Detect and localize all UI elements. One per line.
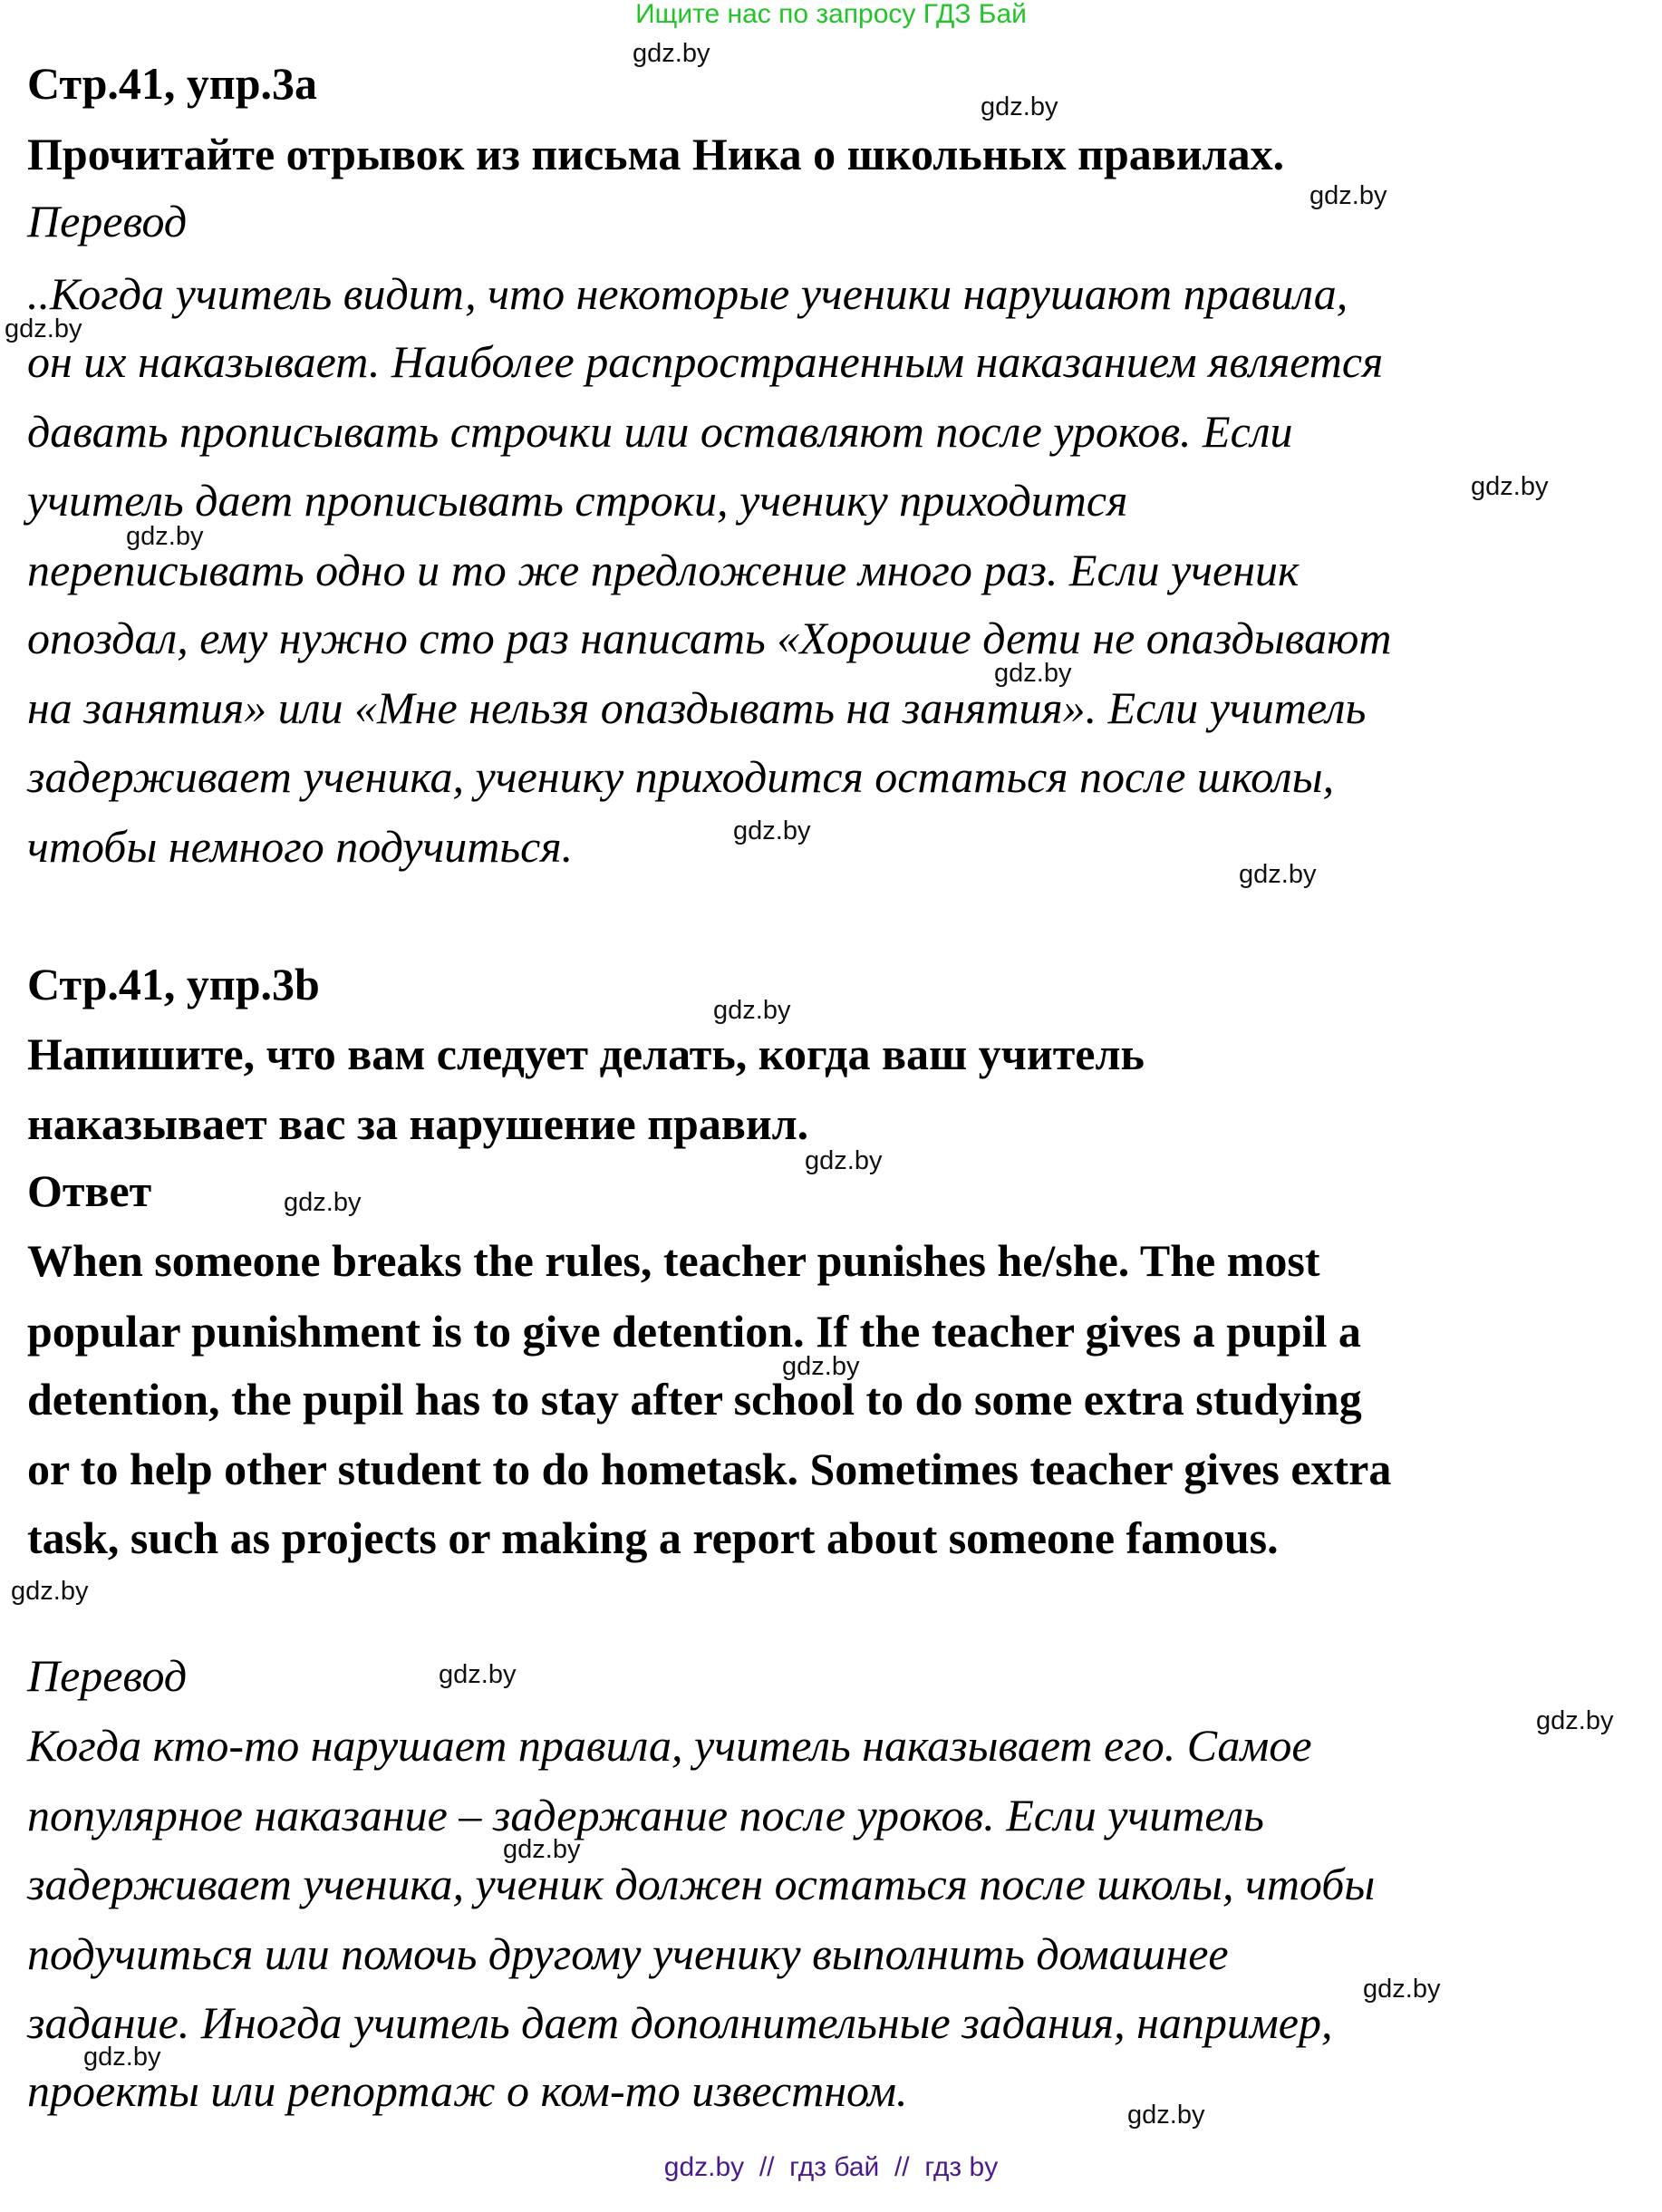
text-line: переписывать одно и то же предложение много раз. Если ученик xyxy=(27,545,1300,595)
translation-line: подучиться или помочь другому ученику выполнить домашнее xyxy=(27,1928,1229,1979)
text-line: на занятия» или «Мне нельзя опаздывать на занятия». Если учитель xyxy=(27,682,1367,733)
translation-line: проекты или репортаж о ком-то известном. xyxy=(27,2065,908,2116)
section-b-task-line: Напишите, что вам следует делать, когда ваш учитель xyxy=(27,1029,1145,1079)
watermark: gdz.by xyxy=(83,2043,161,2072)
translation-line: Когда кто-то нарушает правила, учитель наказывает его. Самое xyxy=(27,1720,1312,1771)
watermark: gdz.by xyxy=(994,659,1072,688)
section-a-translation-label: Перевод xyxy=(27,196,188,246)
watermark: gdz.by xyxy=(805,1146,883,1175)
translation-line: задерживает ученика, ученик должен остаться после школы, чтобы xyxy=(27,1859,1376,1909)
watermark: gdz.by xyxy=(1127,2101,1205,2130)
watermark: gdz.by xyxy=(1239,860,1317,889)
answer-label: Ответ xyxy=(27,1165,152,1216)
section-b-task-line: наказывает вас за нарушение правил. xyxy=(27,1098,809,1149)
watermark: gdz.by xyxy=(1309,181,1387,210)
watermark: gdz.by xyxy=(284,1188,362,1217)
text-line: ..Когда учитель видит, что некоторые ученики нарушают правила, xyxy=(27,268,1348,319)
text-line: учитель дает прописывать строки, ученику приходится xyxy=(27,475,1128,526)
watermark: gdz.by xyxy=(713,996,791,1025)
watermark: gdz.by xyxy=(1363,1975,1441,2004)
watermark: gdz.by xyxy=(633,39,710,68)
text-line: задерживает ученика, ученику приходится остаться после школы, xyxy=(27,751,1335,802)
answer-line: popular punishment is to give detention. If the teacher gives a pupil a xyxy=(27,1306,1361,1357)
text-line: чтобы немного подучиться. xyxy=(27,821,574,872)
watermark: gdz.by xyxy=(439,1660,517,1689)
text-line: опоздал, ему нужно сто раз написать «Хорошие дети не опаздывают xyxy=(27,613,1392,663)
section-a-task: Прочитайте отрывок из письма Ника о школьных правилах. xyxy=(27,129,1285,179)
answer-line: detention, the pupil has to stay after school to do some extra studying xyxy=(27,1374,1362,1425)
watermark: gdz.by xyxy=(1536,1706,1614,1735)
watermark: gdz.by xyxy=(782,1352,860,1381)
answer-line: task, such as projects or making a report about someone famous. xyxy=(27,1512,1279,1563)
watermark: gdz.by xyxy=(126,522,204,551)
watermark: gdz.by xyxy=(11,1577,89,1606)
watermark: gdz.by xyxy=(5,314,82,343)
section-b-translation-label: Перевод xyxy=(27,1650,188,1701)
section-b-title: Стр.41, упр.3b xyxy=(27,959,320,1009)
answer-line: or to help other student to do hometask. Sometimes teacher gives extra xyxy=(27,1444,1392,1494)
section-a-title: Стр.41, упр.3а xyxy=(27,58,318,109)
translation-line: популярное наказание – задержание после уроков. Если учитель xyxy=(27,1790,1264,1840)
watermark: gdz.by xyxy=(503,1835,581,1864)
watermark: gdz.by xyxy=(733,816,811,845)
answer-line: When someone breaks the rules, teacher punishes he/she. The most xyxy=(27,1235,1320,1286)
translation-line: задание. Иногда учитель дает дополнительные задания, например, xyxy=(27,1997,1333,2048)
text-line: давать прописывать строчки или оставляют после уроков. Если xyxy=(27,406,1293,457)
footer-links[interactable]: gdz.by // гдз бай // гдз by xyxy=(663,2152,999,2182)
watermark: gdz.by xyxy=(981,92,1058,121)
watermark: gdz.by xyxy=(1471,472,1549,501)
search-banner[interactable]: Ищите нас по запросу ГДЗ Бай xyxy=(635,0,1027,29)
text-line: он их наказывает. Наиболее распространенным наказанием является xyxy=(27,336,1384,387)
